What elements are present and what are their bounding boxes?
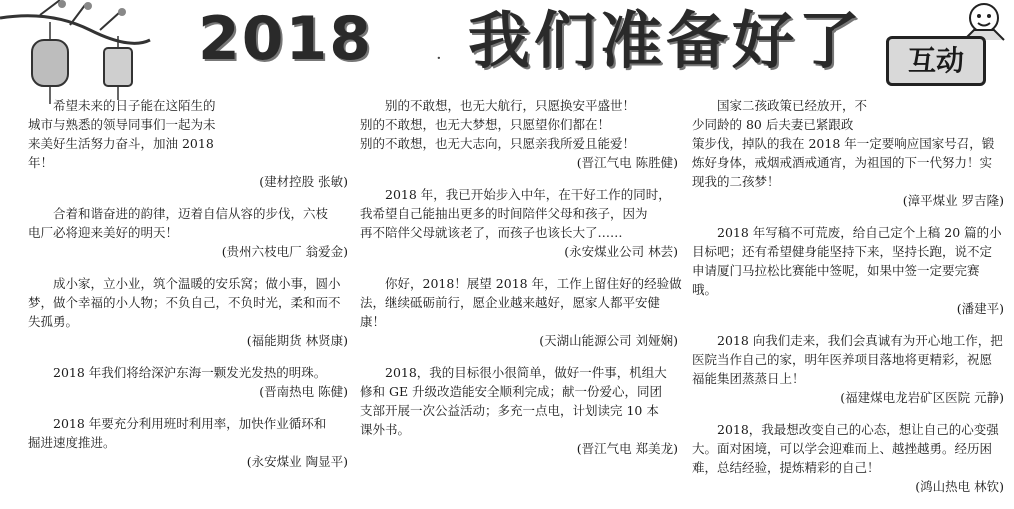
entry-text-line: 课外书。 bbox=[360, 422, 411, 437]
entry-text-line: 策步伐，掉队的我在 2018 年一定要响应国家号召，锻 bbox=[692, 136, 995, 151]
entry-signature: (贵州六枝电厂 翁爱金) bbox=[221, 244, 348, 259]
entry-text-line: 别的不敢想，也无大志向，只愿亲我所爱且能爱！ bbox=[360, 136, 636, 151]
entry-signature: (潘建平) bbox=[956, 301, 1004, 316]
entry bbox=[692, 420, 1004, 496]
entry-text-line: 修和 GE 升级改造能安全顺利完成；献一份爱心，同团 bbox=[360, 384, 663, 399]
entry-signature: (晋南热电 陈健) bbox=[259, 384, 348, 399]
entry-signature: (天湖山能源公司 刘娅娴) bbox=[539, 333, 678, 348]
column-right bbox=[692, 96, 1004, 509]
entry-text-line: 城市与熟悉的领导同事们一起为未 bbox=[28, 117, 216, 132]
entry bbox=[360, 96, 678, 172]
entry-text-line: 梦，做个幸福的小人物；不负自己，不负时光，柔和而不 bbox=[28, 295, 341, 310]
entry-text-line: 2018 年要充分利用班时利用率，加快作业循环和 bbox=[53, 416, 327, 431]
title-year: 2018 bbox=[198, 4, 373, 74]
entry bbox=[28, 96, 348, 191]
entry-text-line: 国家二孩政策已经放开，不 bbox=[717, 98, 868, 113]
entry-text-line: 再不陪伴父母就该老了，而孩子也该长大了…… bbox=[360, 225, 623, 240]
entry-text-line: 康！ bbox=[360, 314, 386, 329]
entry-text-line: 医院当作自己的家，明年医养项目落地将更精彩，祝愿 bbox=[692, 352, 993, 367]
entry-text-line: 目标吧；还有希望健身能坚持下来，坚持长跑，说不定 bbox=[692, 244, 993, 259]
entry-text-line: 大。面对困境，可以学会迎难而上、越挫越勇。经历困 bbox=[692, 441, 993, 456]
entry-text-line: 难，总结经验，提炼精彩的自己！ bbox=[692, 460, 880, 475]
column-left bbox=[28, 96, 348, 484]
entry-text-line: 掘进速度推进。 bbox=[28, 435, 116, 450]
entry bbox=[28, 363, 348, 401]
entry-text-line: 2018，我的目标很小很简单，做好一件事，机组大 bbox=[385, 365, 667, 380]
entry-text-line: 我希望自己能抽出更多的时间陪伴父母和孩子，因为 bbox=[360, 206, 648, 221]
entry-text-line: 炼好身体，戒烟戒酒戒通宵，为祖国的下一代努力！实 bbox=[692, 155, 993, 170]
title-dot: · bbox=[436, 48, 442, 69]
entry-text-line: 失孤勇。 bbox=[28, 314, 79, 329]
entry bbox=[692, 96, 1004, 210]
entry bbox=[692, 331, 1004, 407]
entry bbox=[692, 223, 1004, 318]
entry-signature: (永安煤业公司 林芸) bbox=[564, 244, 678, 259]
entry-text-line: 福能集团蒸蒸日上！ bbox=[692, 371, 805, 386]
entry-text-line: 法，继续砥砺前行，愿企业越来越好，愿家人都平安健 bbox=[360, 295, 661, 310]
entry-text-line: 合着和谐奋进的韵律，迈着自信从容的步伐，六枝 bbox=[53, 206, 329, 221]
entry-text-line: 支部开展一次公益活动；多充一点电，计划读完 10 本 bbox=[360, 403, 659, 418]
entry bbox=[360, 274, 682, 350]
entry-text-line: 2018 向我们走来，我们会真诚有为开心地工作，把 bbox=[717, 333, 1003, 348]
entry-signature: (建材控股 张敏) bbox=[259, 174, 348, 189]
entry-text-line: 少同龄的 80 后夫妻已紧跟政 bbox=[692, 117, 854, 132]
entry-signature: (晋江气电 陈胜健) bbox=[576, 155, 678, 170]
page-title: 我们准备好了 bbox=[468, 4, 865, 77]
entry-text-line: 年！ bbox=[28, 155, 54, 170]
entry-text-line: 现我的二孩梦！ bbox=[692, 174, 780, 189]
entry-signature: (漳平煤业 罗吉隆) bbox=[902, 193, 1004, 208]
lantern-branch-illustration bbox=[0, 0, 160, 110]
entry bbox=[28, 414, 348, 471]
entry-signature: (福建煤电龙岩矿区医院 元静) bbox=[840, 390, 1004, 405]
header-banner bbox=[0, 0, 1014, 92]
entry-text-line: 别的不敢想，也无大航行，只愿换安平盛世！ bbox=[385, 98, 636, 113]
entry-text-line: 2018 年我们将给深沪东海一颗发光发热的明珠。 bbox=[53, 365, 327, 380]
entry-text-line: 哦。 bbox=[692, 282, 718, 297]
entry-text-line: 2018 年，我已开始步入中年，在干好工作的同时， bbox=[385, 187, 671, 202]
entry-text-line: 你好，2018！展望 2018 年，工作上留住好的经验做 bbox=[385, 276, 682, 291]
entry-text-line: 电厂必将迎来美好的明天！ bbox=[28, 225, 179, 240]
entry-signature: (福能期货 林贤康) bbox=[246, 333, 348, 348]
entry-text-line: 来美好生活努力奋斗，加油 2018 bbox=[28, 136, 214, 151]
entry-signature: (晋江气电 郑美龙) bbox=[576, 441, 678, 456]
interaction-badge: 互动 bbox=[886, 36, 986, 86]
entry bbox=[360, 185, 678, 261]
entry-signature: (永安煤业 陶显平) bbox=[246, 454, 348, 469]
entry-text-line: 2018，我最想改变自己的心态，想让自己的心变强 bbox=[717, 422, 999, 437]
entry bbox=[360, 363, 678, 458]
entry-signature: (鸿山热电 林钦) bbox=[915, 479, 1004, 494]
entry bbox=[28, 204, 348, 261]
entry-text-line: 申请厦门马拉松比赛能中签呢，如果中签一定要完赛 bbox=[692, 263, 980, 278]
column-middle bbox=[360, 96, 682, 471]
entry-text-line: 别的不敢想，也无大梦想，只愿望你们都在！ bbox=[360, 117, 611, 132]
entry bbox=[28, 274, 348, 350]
entry-text-line: 希望未来的日子能在这陌生的 bbox=[53, 98, 216, 113]
entry-text-line: 成小家，立小业，筑个温暖的安乐窝；做小事，圆小 bbox=[53, 276, 341, 291]
entry-text-line: 2018 年写稿不可荒废，给自己定个上稿 20 篇的小 bbox=[717, 225, 1002, 240]
